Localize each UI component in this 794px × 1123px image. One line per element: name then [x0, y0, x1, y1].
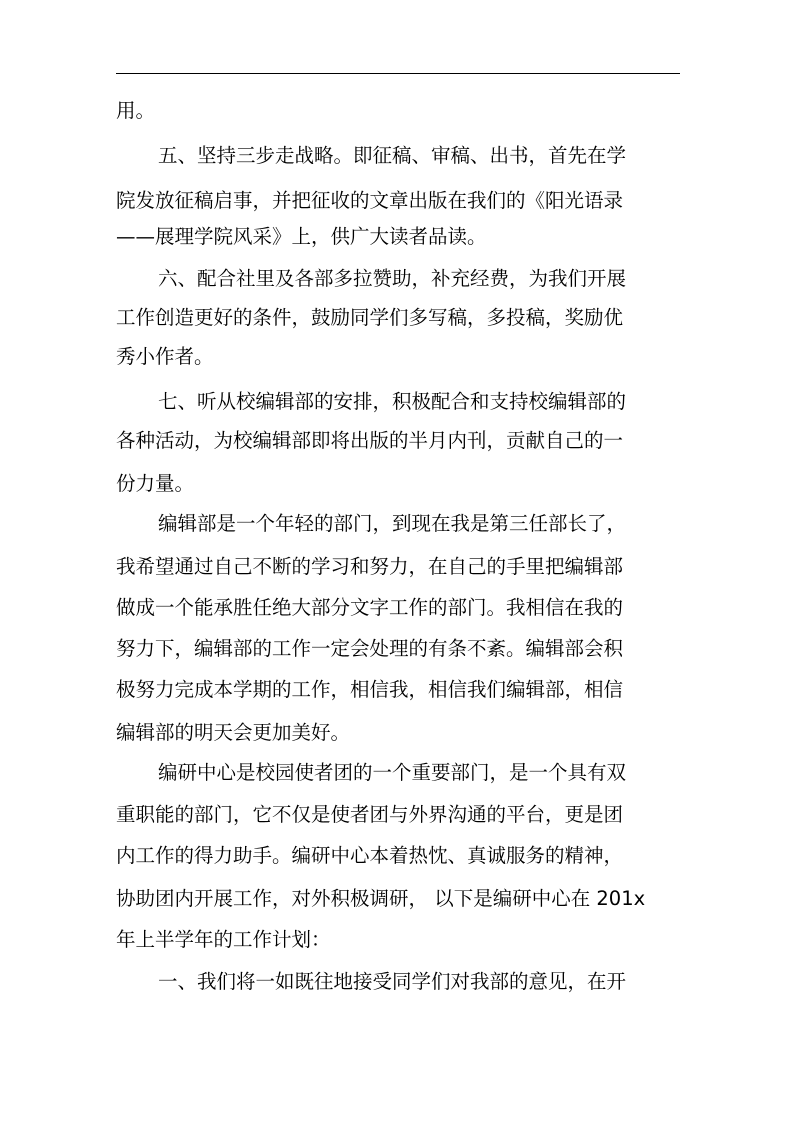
text-line: ——展理学院风采》上，供广大读者品读。	[116, 225, 487, 248]
text-line: 编研中心是校园使者团的一个重要部门，是一个具有双	[158, 761, 627, 784]
text-line: 五、坚持三步走战略。即征稿、审稿、出书，首先在学	[158, 144, 627, 167]
text-line: 编辑部是一个年轻的部门，到现在我是第三任部长了，	[158, 512, 627, 535]
text-line: 工作创造更好的条件，鼓励同学们多写稿，多投稿，奖励优	[116, 306, 624, 329]
text-line: 七、听从校编辑部的安排，积极配合和支持校编辑部的	[158, 390, 627, 413]
text-line: 各种活动，为校编辑部即将出版的半月内刊，贡献自己的一	[116, 429, 624, 452]
text-line: 努力下，编辑部的工作一定会处理的有条不紊。编辑部会积	[116, 637, 624, 660]
text-line: 用。	[116, 99, 156, 122]
text-line: 秀小作者。	[116, 345, 214, 368]
text-line: 年上半学年的工作计划：	[116, 928, 331, 951]
text-line: 一、我们将一如既往地接受同学们对我部的意见，在开	[158, 970, 627, 993]
text-line: 重职能的部门，它不仅是使者团与外界沟通的平台，更是团	[116, 803, 624, 826]
header-rule	[116, 73, 680, 74]
text-line: 六、配合社里及各部多拉赞助，补充经费，为我们开展	[158, 267, 627, 290]
text-line: 院发放征稿启事，并把征收的文章出版在我们的《阳光语录	[116, 189, 624, 212]
text-line: 编辑部的明天会更加美好。	[116, 721, 351, 744]
text-line: 协助团内开展工作，对外积极调研， 以下是编研中心在 201x	[116, 887, 646, 910]
text-line: 我希望通过自己不断的学习和努力，在自己的手里把编辑部	[116, 555, 624, 578]
text-line: 做成一个能承胜任绝大部分文字工作的部门。我相信在我的	[116, 596, 624, 619]
text-line: 极努力完成本学期的工作，相信我，相信我们编辑部，相信	[116, 678, 624, 701]
text-line: 内工作的得力助手。编研中心本着热忱、真诚服务的精神，	[116, 844, 624, 867]
text-line: 份力量。	[116, 472, 195, 495]
